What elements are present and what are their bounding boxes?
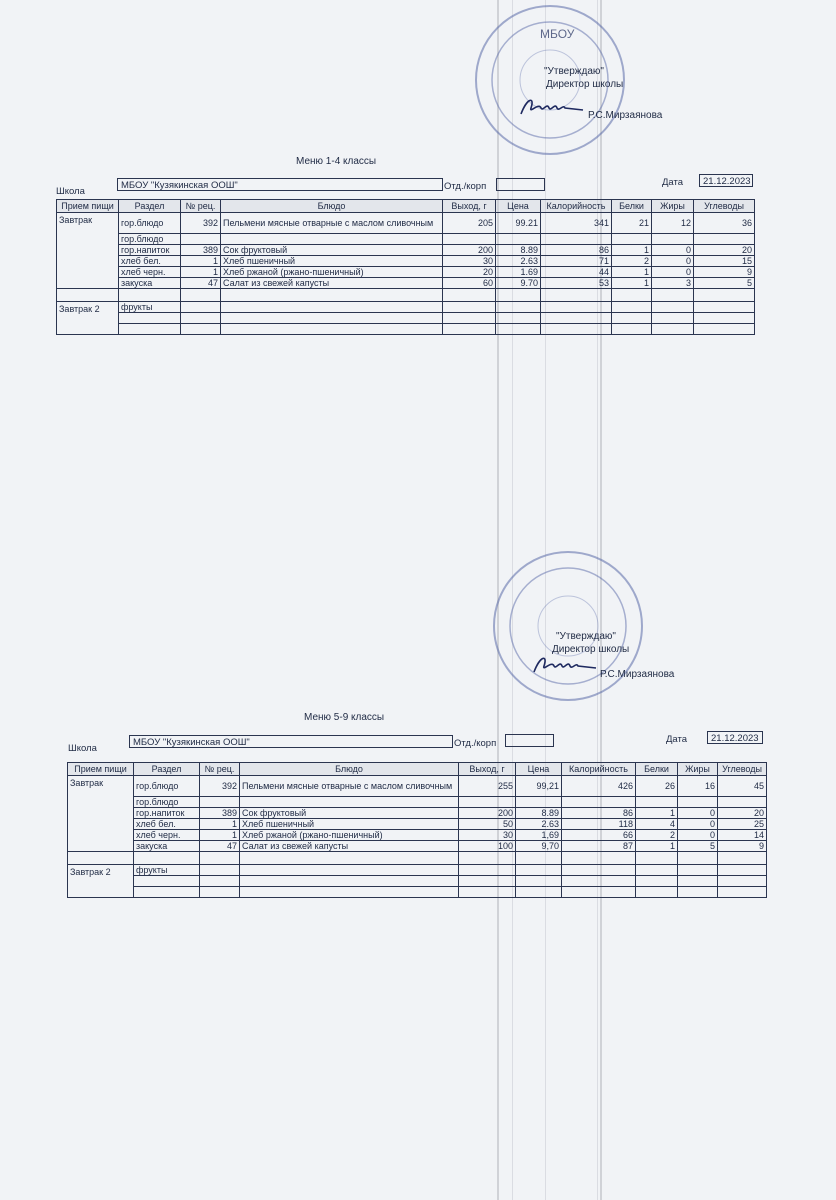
cell-fat: 16: [678, 776, 718, 797]
approved-label: "Утверждаю": [544, 66, 604, 77]
empty-cell: [443, 289, 496, 302]
date-label: Дата: [662, 177, 684, 188]
cell-rec: [200, 797, 240, 808]
meal-name: Завтрак: [68, 776, 134, 852]
signature-top: [517, 94, 587, 122]
cell-dish: Салат из свежей капусты: [221, 278, 443, 289]
col-header: Цена: [516, 763, 562, 776]
table-row: [57, 245, 755, 256]
header-row: [68, 763, 767, 776]
empty-cell: [718, 876, 767, 887]
empty-cell: [181, 289, 221, 302]
cell-fat: 0: [678, 819, 718, 830]
cell-rec: 47: [181, 278, 221, 289]
empty-cell: [718, 887, 767, 898]
cell-price: 8.89: [496, 245, 541, 256]
cell-fat: [678, 797, 718, 808]
empty-cell: [459, 876, 516, 887]
spacer-row: [57, 289, 755, 302]
menu-title: Меню 5-9 классы: [304, 712, 385, 723]
col-header: Выход, г: [459, 763, 516, 776]
date-field: 21.12.2023: [699, 174, 753, 187]
empty-cell: [562, 876, 636, 887]
cell-fat: 0: [652, 267, 694, 278]
cell-section: закуска: [134, 841, 200, 852]
cell-out: 30: [443, 256, 496, 267]
cell-dish: [240, 797, 459, 808]
cell-carb: 36: [694, 213, 755, 234]
cell-out: [443, 234, 496, 245]
cell-fat: 0: [652, 245, 694, 256]
cell-carb: 5: [694, 278, 755, 289]
empty-cell: [516, 876, 562, 887]
empty-cell: [678, 865, 718, 876]
cell-rec: 392: [181, 213, 221, 234]
cell-section: гор.блюдо: [119, 213, 181, 234]
empty-cell: [652, 324, 694, 335]
meal-name: Завтрак: [57, 213, 119, 289]
col-header: Углеводы: [718, 763, 767, 776]
empty-cell: [68, 852, 134, 865]
empty-cell: [181, 324, 221, 335]
cell-rec: 1: [200, 830, 240, 841]
cell-section: закуска: [119, 278, 181, 289]
empty-cell: [496, 302, 541, 313]
empty-cell: [119, 313, 181, 324]
cell-prot: 21: [612, 213, 652, 234]
cell-out: [459, 797, 516, 808]
cell-cal: 426: [562, 776, 636, 797]
cell-dish: Хлеб ржаной (ржано-пшеничный): [221, 267, 443, 278]
cell-cal: 44: [541, 267, 612, 278]
meal-name: Завтрак 2: [68, 865, 134, 898]
cell-fat: [652, 234, 694, 245]
empty-cell: [541, 289, 612, 302]
cell-price: 1,69: [516, 830, 562, 841]
empty-cell: [221, 313, 443, 324]
empty-cell: [240, 887, 459, 898]
date-field: 21.12.2023: [707, 731, 763, 744]
cell-prot: [636, 797, 678, 808]
col-header: Калорийность: [541, 200, 612, 213]
empty-cell: [443, 324, 496, 335]
table-row: [68, 808, 767, 819]
empty-cell: [562, 865, 636, 876]
cell-cal: 53: [541, 278, 612, 289]
col-header: Жиры: [678, 763, 718, 776]
cell-price: 9.70: [496, 278, 541, 289]
table-row: [68, 887, 767, 898]
table-row: [68, 876, 767, 887]
empty-cell: [496, 289, 541, 302]
cell-dish: Салат из свежей капусты: [240, 841, 459, 852]
director-name-bottom: Р.С.Мирзаянова: [600, 669, 675, 680]
col-header: Цена: [496, 200, 541, 213]
cell-section: хлеб черн.: [119, 267, 181, 278]
empty-cell: [221, 324, 443, 335]
cell-price: 2.63: [496, 256, 541, 267]
cell-rec: 1: [181, 256, 221, 267]
stamp-text: МБОУ: [540, 27, 575, 41]
empty-cell: [718, 865, 767, 876]
cell-carb: 9: [694, 267, 755, 278]
cell-carb: 14: [718, 830, 767, 841]
table-row: [57, 278, 755, 289]
empty-cell: [612, 289, 652, 302]
empty-cell: [516, 865, 562, 876]
table-row: [68, 776, 767, 797]
empty-cell: [694, 302, 755, 313]
cell-fat: 0: [678, 808, 718, 819]
cell-cal: 86: [541, 245, 612, 256]
empty-cell: [541, 302, 612, 313]
empty-cell: [541, 324, 612, 335]
cell-price: 8.89: [516, 808, 562, 819]
empty-cell: [443, 302, 496, 313]
empty-cell: [652, 302, 694, 313]
cell-dish: Пельмени мясные отварные с маслом сливочным: [221, 213, 443, 234]
cell-carb: [694, 234, 755, 245]
dept-label: Отд./корп: [454, 738, 497, 749]
cell-carb: 20: [718, 808, 767, 819]
cell-price: 99,21: [516, 776, 562, 797]
cell-rec: 1: [181, 267, 221, 278]
school-field: МБОУ "Кузякинская ООШ": [129, 735, 453, 748]
cell-price: 99.21: [496, 213, 541, 234]
cell-prot: 4: [636, 819, 678, 830]
table-row: [57, 267, 755, 278]
col-header: Жиры: [652, 200, 694, 213]
cell-prot: 26: [636, 776, 678, 797]
empty-cell: [678, 887, 718, 898]
table-row: [68, 797, 767, 808]
cell-price: [516, 797, 562, 808]
table-row: [57, 213, 755, 234]
col-header: Блюдо: [240, 763, 459, 776]
col-header: Белки: [612, 200, 652, 213]
empty-cell: [678, 852, 718, 865]
empty-cell: [134, 876, 200, 887]
cell-dish: Хлеб ржаной (ржано-пшеничный): [240, 830, 459, 841]
empty-cell: [496, 324, 541, 335]
cell-fat: 12: [652, 213, 694, 234]
cell-out: 30: [459, 830, 516, 841]
cell-out: 60: [443, 278, 496, 289]
school-label: Школа: [56, 186, 85, 197]
table-row: [57, 234, 755, 245]
cell-prot: 1: [636, 841, 678, 852]
col-header: Белки: [636, 763, 678, 776]
col-header: Прием пищи: [68, 763, 134, 776]
cell-prot: 1: [612, 278, 652, 289]
cell-dish: Хлеб пшеничный: [240, 819, 459, 830]
cell-rec: 389: [200, 808, 240, 819]
menu-table: [67, 762, 767, 898]
position-label: Директор школы: [552, 644, 630, 655]
empty-cell: [636, 876, 678, 887]
table-row: [68, 865, 767, 876]
cell-carb: 15: [694, 256, 755, 267]
cell-prot: 2: [612, 256, 652, 267]
empty-cell: [134, 887, 200, 898]
cell-section: гор.блюдо: [134, 797, 200, 808]
cell-cal: 71: [541, 256, 612, 267]
cell-out: 200: [459, 808, 516, 819]
signature-bottom: [530, 652, 600, 680]
dept-field: [505, 734, 554, 747]
cell-section: фрукты: [119, 302, 181, 313]
meal-name: Завтрак 2: [57, 302, 119, 335]
empty-cell: [516, 887, 562, 898]
cell-dish: Хлеб пшеничный: [221, 256, 443, 267]
cell-rec: 389: [181, 245, 221, 256]
empty-cell: [612, 324, 652, 335]
col-header: Прием пищи: [57, 200, 119, 213]
cell-dish: [221, 234, 443, 245]
cell-prot: 1: [612, 267, 652, 278]
empty-cell: [200, 887, 240, 898]
school-label: Школа: [68, 743, 97, 754]
cell-prot: 1: [612, 245, 652, 256]
empty-cell: [57, 289, 119, 302]
empty-cell: [562, 887, 636, 898]
cell-out: 200: [443, 245, 496, 256]
cell-rec: 392: [200, 776, 240, 797]
cell-carb: [718, 797, 767, 808]
dept-field: [496, 178, 545, 191]
cell-carb: 9: [718, 841, 767, 852]
table-row: [57, 313, 755, 324]
empty-cell: [240, 876, 459, 887]
cell-fat: 0: [678, 830, 718, 841]
cell-cal: [562, 797, 636, 808]
empty-cell: [652, 289, 694, 302]
empty-cell: [240, 852, 459, 865]
menu-title: Меню 1-4 классы: [296, 156, 377, 167]
empty-cell: [562, 852, 636, 865]
empty-cell: [652, 313, 694, 324]
cell-dish: Сок фруктовый: [221, 245, 443, 256]
empty-cell: [718, 852, 767, 865]
empty-cell: [459, 887, 516, 898]
cell-out: 255: [459, 776, 516, 797]
empty-cell: [612, 313, 652, 324]
empty-cell: [694, 324, 755, 335]
col-header: № рец.: [200, 763, 240, 776]
cell-section: гор.напиток: [119, 245, 181, 256]
director-name-top: Р.С.Мирзаянова: [588, 110, 663, 121]
cell-dish: Сок фруктовый: [240, 808, 459, 819]
col-header: Блюдо: [221, 200, 443, 213]
cell-rec: [181, 234, 221, 245]
cell-prot: 2: [636, 830, 678, 841]
header-row: [57, 200, 755, 213]
cell-section: гор.блюдо: [119, 234, 181, 245]
cell-rec: 1: [200, 819, 240, 830]
approved-label: "Утверждаю": [556, 631, 616, 642]
cell-fat: 5: [678, 841, 718, 852]
cell-cal: 86: [562, 808, 636, 819]
empty-cell: [541, 313, 612, 324]
empty-cell: [636, 852, 678, 865]
empty-cell: [134, 852, 200, 865]
table-row: [57, 302, 755, 313]
empty-cell: [119, 289, 181, 302]
empty-cell: [694, 289, 755, 302]
empty-cell: [200, 852, 240, 865]
cell-cal: 341: [541, 213, 612, 234]
cell-out: 205: [443, 213, 496, 234]
col-header: Углеводы: [694, 200, 755, 213]
cell-prot: 1: [636, 808, 678, 819]
empty-cell: [240, 865, 459, 876]
empty-cell: [443, 313, 496, 324]
cell-section: хлеб черн.: [134, 830, 200, 841]
table-row: [57, 256, 755, 267]
cell-carb: 20: [694, 245, 755, 256]
col-header: Раздел: [119, 200, 181, 213]
cell-fat: 3: [652, 278, 694, 289]
school-field: МБОУ "Кузякинская ООШ": [117, 178, 443, 191]
cell-out: 50: [459, 819, 516, 830]
approval-block-top: [544, 65, 623, 91]
cell-section: гор.блюдо: [134, 776, 200, 797]
cell-cal: 66: [562, 830, 636, 841]
col-header: Калорийность: [562, 763, 636, 776]
cell-price: 1.69: [496, 267, 541, 278]
empty-cell: [459, 852, 516, 865]
cell-out: 100: [459, 841, 516, 852]
table-row: [68, 841, 767, 852]
cell-carb: 45: [718, 776, 767, 797]
cell-section: фрукты: [134, 865, 200, 876]
cell-section: хлеб бел.: [134, 819, 200, 830]
empty-cell: [221, 289, 443, 302]
empty-cell: [516, 852, 562, 865]
cell-out: 20: [443, 267, 496, 278]
position-label: Директор школы: [546, 79, 624, 90]
cell-cal: 87: [562, 841, 636, 852]
empty-cell: [221, 302, 443, 313]
spacer-row: [68, 852, 767, 865]
empty-cell: [459, 865, 516, 876]
empty-cell: [181, 313, 221, 324]
empty-cell: [200, 865, 240, 876]
col-header: Раздел: [134, 763, 200, 776]
cell-fat: 0: [652, 256, 694, 267]
cell-cal: 118: [562, 819, 636, 830]
empty-cell: [200, 876, 240, 887]
table-row: [68, 819, 767, 830]
empty-cell: [694, 313, 755, 324]
empty-cell: [636, 887, 678, 898]
cell-rec: 47: [200, 841, 240, 852]
table-row: [57, 324, 755, 335]
empty-cell: [119, 324, 181, 335]
cell-section: гор.напиток: [134, 808, 200, 819]
cell-carb: 25: [718, 819, 767, 830]
empty-cell: [636, 865, 678, 876]
cell-section: хлеб бел.: [119, 256, 181, 267]
cell-cal: [541, 234, 612, 245]
date-label: Дата: [666, 734, 688, 745]
empty-cell: [181, 302, 221, 313]
empty-cell: [612, 302, 652, 313]
cell-dish: Пельмени мясные отварные с маслом сливочным: [240, 776, 459, 797]
dept-label: Отд./корп: [444, 181, 487, 192]
cell-price: 9,70: [516, 841, 562, 852]
col-header: № рец.: [181, 200, 221, 213]
empty-cell: [496, 313, 541, 324]
empty-cell: [678, 876, 718, 887]
round-stamp-bottom: [488, 548, 648, 708]
col-header: Выход, г: [443, 200, 496, 213]
cell-prot: [612, 234, 652, 245]
menu-table: [56, 199, 755, 335]
table-row: [68, 830, 767, 841]
cell-price: [496, 234, 541, 245]
cell-price: 2.63: [516, 819, 562, 830]
